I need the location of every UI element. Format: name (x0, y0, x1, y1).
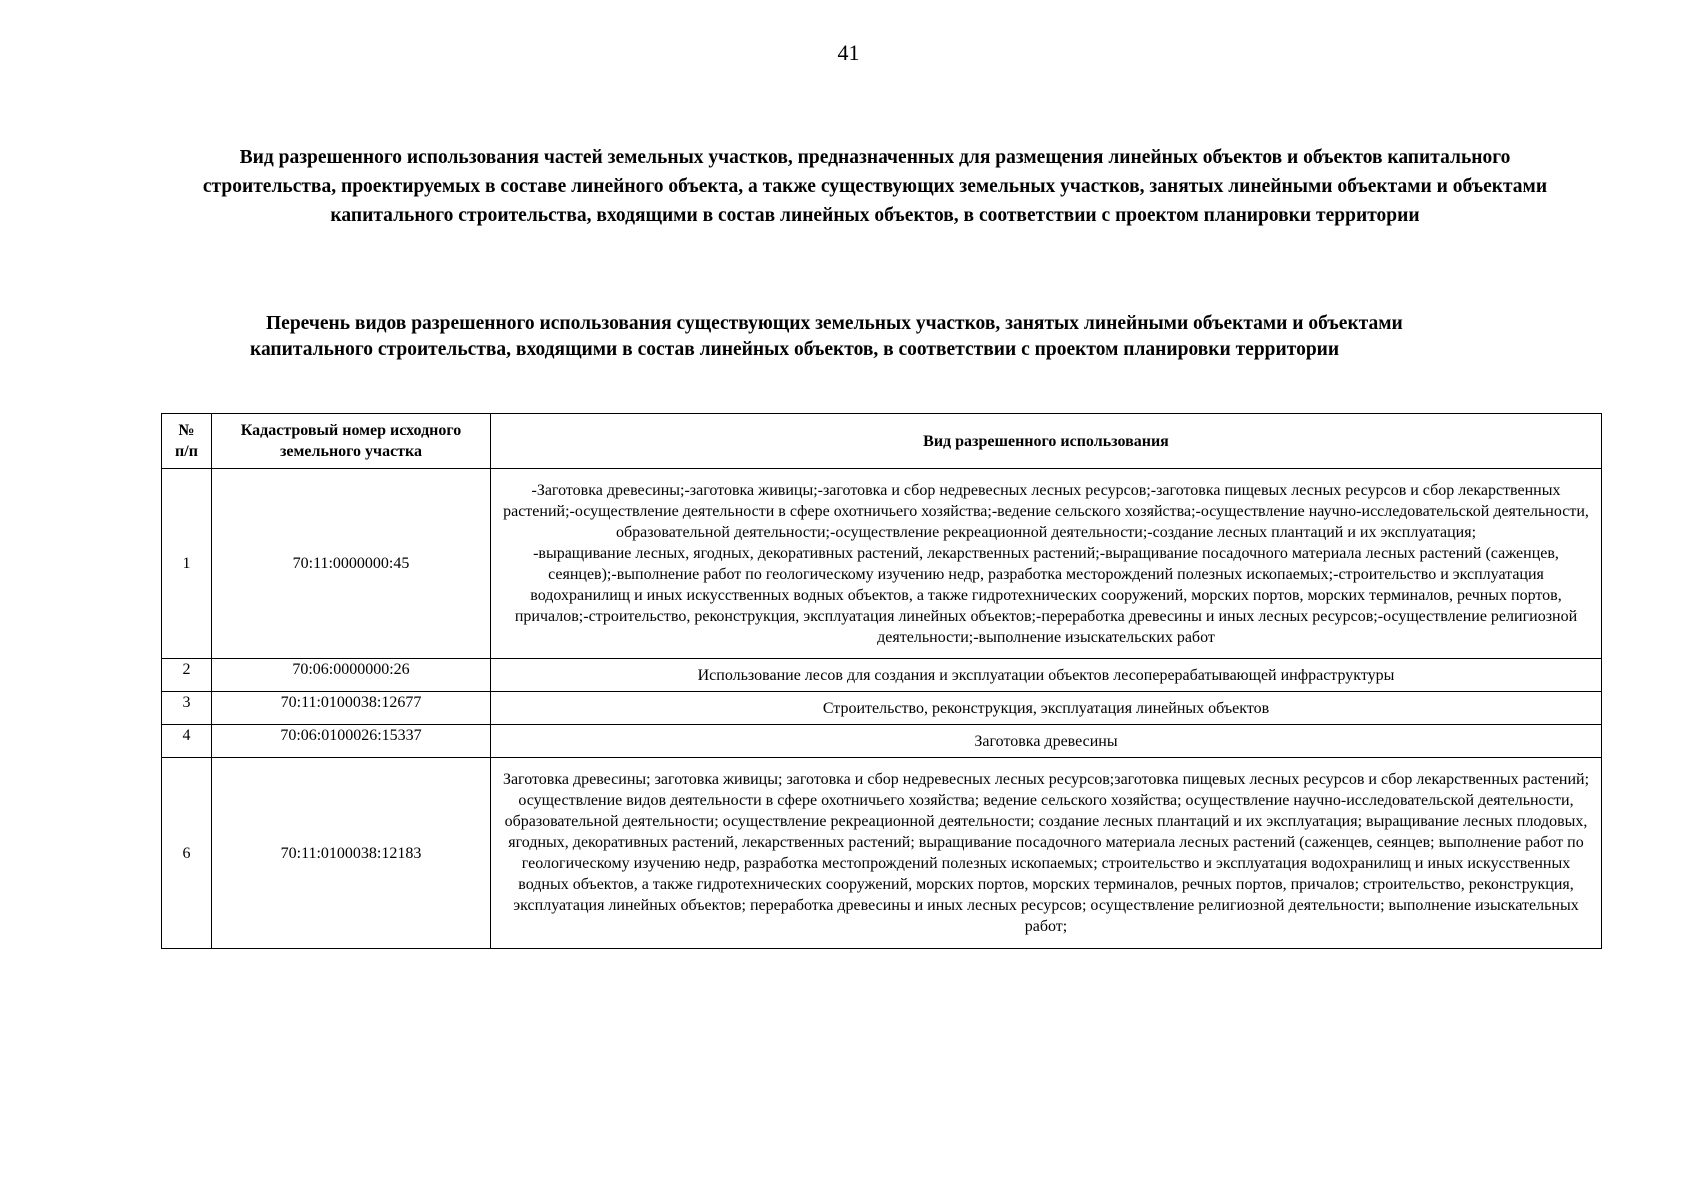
table-row (162, 692, 1602, 725)
row-use: Заготовка древесины; заготовка живицы; заготовка и сбор недревесных лесных ресурсов;заготовка пищевых лесных ресурсов и сбор лекарственных растений; осуществление видов деятельности в сфере охотничьего хозяйства; ведение сельского хозяйства; осуществление научно-исследовательской деятельности, образовательной деятельности; осуществление рекреационной деятельности; создание лесных плантаций и их эксплуатация; выращивание лесных плодовых, ягодных, декоративных растений, лекарственных растений; выращивание посадочного материала лесных растений (саженцев, сеянцев; выполнение работ по геологическому изучению недр, разработка местопрождений полезных ископаемых; строительство и эксплуатация водохранилищ и иных искусственных водных объектов, а также гидротехнических сооружений, морских портов, морских терминалов, речных портов, причалов; строительство, реконструкция, эксплуатация линейных объектов; переработка древесины и иных лесных ресурсов; осуществление религиозной деятельности; выполнение изыскательных работ; (491, 758, 1602, 949)
land-use-table (161, 413, 1602, 949)
header-cadastral: Кадастровый номер исходного земельного участка (212, 414, 491, 469)
table-row (162, 725, 1602, 758)
row-num: 2 (162, 659, 212, 692)
table-row (162, 659, 1602, 692)
header-num: № п/п (162, 414, 212, 469)
row-use (491, 469, 1602, 659)
row-cadastral: 70:11:0100038:12183 (212, 758, 491, 949)
row-use-part-2: -выращивание лесных, ягодных, декоративных растений, лекарственных растений;-выращивание посадочного материала лесных растений (саженцев, сеянцев);-выполнение работ по геологическому изучению недр, разработка месторождений полезных ископаемых;-строительство и эксплуатация водохранилищ и иных искусственных водных объектов, а также гидротехнических сооружений, морских портов, морских терминалов, речных портов, причалов;-строительство, реконструкция, эксплуатация линейных объектов;-переработка древесины и иных лесных ресурсов;-осуществление религиозной деятельности;-выполнение изыскательских работ (514, 544, 1578, 646)
subtitle-line-2: капитального строительства, входящими в состав линейных объектов, в соответствии с проектом планировки территории (250, 339, 1340, 360)
page-number: 41 (837, 40, 860, 65)
row-num: 6 (162, 758, 212, 949)
table-header-row (162, 414, 1602, 469)
row-cadastral: 70:11:0100038:12677 (212, 692, 491, 725)
row-use-part-1: -Заготовка древесины;-заготовка живицы;-заготовка и сбор недревесных лесных ресурсов;-заготовка пищевых лесных ресурсов и сбор лекарственных растений;-осуществление деятельности в сфере охотничьего хозяйства;-ведение сельского хозяйства;-осуществление научно-исследовательской деятельности, образовательной деятельности;-осуществление рекреационной деятельности;-создание лесных плантаций и их эксплуатация; (503, 481, 1589, 541)
subtitle-line-1: Перечень видов разрешенного использования существующих земельных участков, занятых линейными объектами и объектами (266, 313, 1403, 334)
row-cadastral: 70:06:0100026:15337 (212, 725, 491, 758)
row-use: Использование лесов для создания и эксплуатации объектов лесоперерабатывающей инфраструктуры (491, 659, 1602, 692)
subtitle (250, 311, 1590, 363)
header-use: Вид разрешенного использования (491, 414, 1602, 469)
row-num: 3 (162, 692, 212, 725)
row-cadastral: 70:06:0000000:26 (212, 659, 491, 692)
row-use: Заготовка древесины (491, 725, 1602, 758)
row-num: 1 (162, 469, 212, 659)
table-row (162, 469, 1602, 659)
row-num: 4 (162, 725, 212, 758)
main-title: Вид разрешенного использования частей земельных участков, предназначенных для размещения линейных объектов и объектов капитального строительства, проектируемых в составе линейного объекта, а также существующих земельных участков, занятых линейными объектами и объектами капитального строительства, входящими в состав линейных объектов, в соответствии с проектом планировки территории (202, 147, 1548, 226)
table-row (162, 758, 1602, 949)
row-cadastral: 70:11:0000000:45 (212, 469, 491, 659)
row-use: Строительство, реконструкция, эксплуатация линейных объектов (491, 692, 1602, 725)
